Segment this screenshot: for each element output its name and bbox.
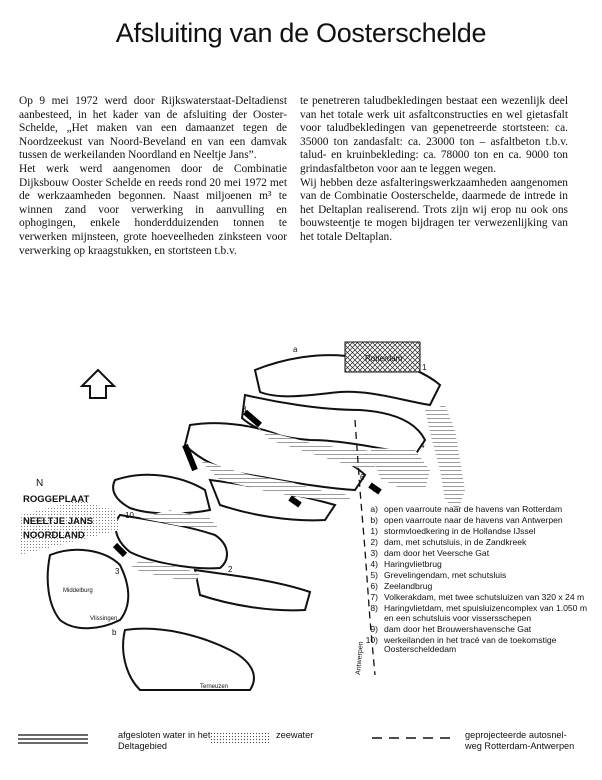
closed-water-label: afgesloten water in het <box>118 730 211 740</box>
legend-text: stormvloedkering in de Hollandse IJssel <box>384 525 536 536</box>
legend-item <box>352 593 597 603</box>
legend-item <box>352 505 597 515</box>
north-label: N <box>36 478 44 489</box>
paragraph: Het werk werd aangenomen door de Combinatie Dijksbouw Ooster Schelde en reeds rond 20 mei 1972 met de werkzaamheden begonnen. Naast miljoenen m³ te winnen zand voor verwerking in aanvulling en ophogingen, enkele honderdduizenden tonnen te verwerken mijnsteen, grote hoeveelheden zinksteen voor verwerking op kraagstukken, en stortsteen t.b.v. <box>19 162 287 257</box>
legend-text: Volkerakdam, met twee schutsluizen van 320 x 24 m <box>384 591 585 602</box>
marker-7: 7 <box>372 485 377 494</box>
motorway-label-2: weg Rotterdam-Antwerpen <box>465 741 575 751</box>
legend-item <box>352 516 597 526</box>
legend-text: open vaarroute naar de havens van Antwerpen <box>384 514 563 525</box>
legend-item <box>352 538 597 548</box>
vlissingen-label: Vlissingen <box>90 616 118 622</box>
legend-text: Haringvlietdam, met spuisluizencomplex van 1.050 m en een schutsluis voor vissersschepen <box>384 602 588 623</box>
legend-key: b) <box>370 514 378 525</box>
legend-text: Grevelingendam, met schutsluis <box>384 569 507 580</box>
legend-item <box>352 625 597 635</box>
closed-water-label-2: Deltagebied <box>118 741 168 751</box>
legend-key: 6) <box>370 580 378 591</box>
marker-9: 9 <box>185 445 190 454</box>
legend-item <box>352 636 597 656</box>
sea-water-swatch <box>210 732 270 744</box>
motorway-label: geprojecteerde autosnel- <box>465 730 567 740</box>
neeltje-jans-label: NEELTJE JANS <box>23 516 94 527</box>
legend-item <box>352 604 597 624</box>
marker-4: 4 <box>420 441 425 450</box>
legend-item <box>352 582 597 592</box>
marker-10: 10 <box>125 511 134 520</box>
legend-item <box>352 527 597 537</box>
legend-text: Zeelandbrug <box>384 580 433 591</box>
marker-6: 6 <box>360 473 365 482</box>
middelburg-label: Middelburg <box>63 588 93 594</box>
marker-1: 1 <box>422 363 427 372</box>
marker-3: 3 <box>115 567 120 576</box>
legend-key: 1) <box>370 525 378 536</box>
legend-text: dam door het Veersche Gat <box>384 547 490 558</box>
north-arrow-icon <box>82 370 114 398</box>
legend-item <box>352 571 597 581</box>
bottom-legend <box>0 730 602 778</box>
legend-text: open vaarroute naar de havens van Rotterdam <box>384 504 563 514</box>
page-title: Afsluiting van de Oosterschelde <box>115 18 487 48</box>
legend-text: dam, met schutsluis, in de Zandkreek <box>384 536 527 547</box>
legend-key: 7) <box>370 591 378 602</box>
legend-key: a) <box>370 504 378 514</box>
paragraph: Wij hebben deze asfalteringswerkzaamheden aangenomen van de Combinatie Oosterschelde, daarmede de intrede in het Deltaplan realiserend. Trots zijn wij erop nu ook ons bouwsteentje te mogen bijdragen ter verwezenlijking van het totale Deltaplan. <box>300 176 568 243</box>
roggeplaat-label: ROGGEPLAAT <box>23 494 90 505</box>
article-left-column <box>19 95 287 258</box>
sea-water-label: zeewater <box>276 730 314 740</box>
legend-key: 8) <box>370 602 378 613</box>
sea-water-area <box>20 500 120 555</box>
paragraph: Op 9 mei 1972 werd door Rijkswaterstaat-Deltadienst aanbesteed, in het kader van de afsluiting der Ooster-Schelde, „Het maken van een damaanzet tegen de Noordzeekust van Noord-Beveland en van een damvak tussen de werkeilanden Noordland en Neeltje Jans”. <box>19 95 287 162</box>
legend-key: 2) <box>370 536 378 547</box>
map-legend <box>352 505 597 656</box>
legend-key: 10) <box>365 634 378 645</box>
marker-5: 5 <box>292 495 297 504</box>
legend-key: 3) <box>370 547 378 558</box>
rotterdam-label: Rotterdam <box>365 354 403 363</box>
terneuzen-label: Terneuzen <box>200 684 229 690</box>
legend-text: dam door het Brouwershavensche Gat <box>384 623 532 634</box>
paragraph: te penetreren taludbekledingen bestaat een wezenlijk deel van het totale werk uit asfaltconstructies en wel gietasfalt voor taludbekledingen van gepenetreerde stortsteen: ca. 35000 ton zandasfalt: ca. 23000 ton – asfaltbeton t.b.v. talud- en kruinbekleding: ca. 78000 ton en ca. 9000 ton grindasfaltbeton voor aan te leggen wegen. <box>300 95 568 175</box>
legend-item <box>352 549 597 559</box>
legend-key: 4) <box>370 558 378 569</box>
marker-2: 2 <box>228 565 233 574</box>
route-b-label: b <box>112 628 117 637</box>
noordland-label: NOORDLAND <box>23 530 85 541</box>
legend-key: 5) <box>370 569 378 580</box>
closed-water-swatch <box>18 732 88 746</box>
legend-key: 9) <box>370 623 378 634</box>
route-a-label: a <box>293 345 298 354</box>
legend-item <box>352 560 597 570</box>
legend-text: werkeilanden in het tracé van de toekomstige Oosterscheldedam <box>384 634 557 655</box>
marker-8: 8 <box>242 405 247 414</box>
antwerpen-label: Antwerpen <box>355 641 365 676</box>
legend-text: Haringvlietbrug <box>384 558 442 569</box>
article-right-column <box>300 95 568 245</box>
motorway-swatch <box>372 736 452 740</box>
